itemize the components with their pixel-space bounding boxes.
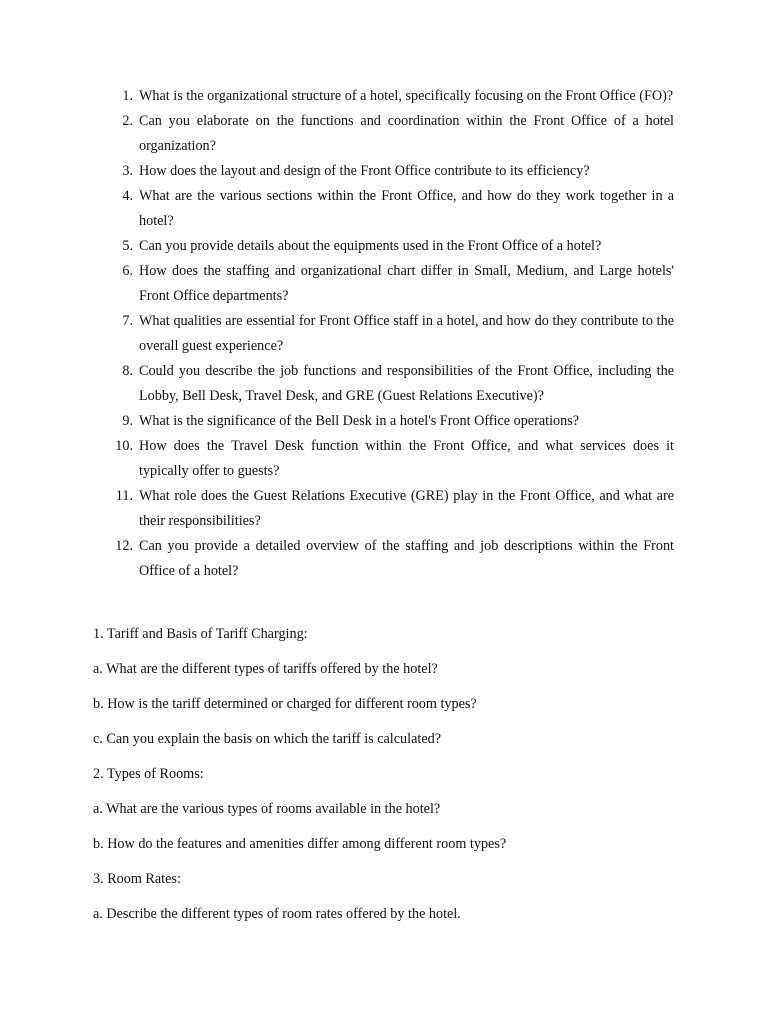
section-heading: 2. Types of Rooms:	[93, 766, 204, 782]
list-item	[108, 259, 674, 309]
list-item	[108, 159, 674, 184]
item-number: 7.	[122, 313, 133, 329]
item-number: 10.	[115, 438, 133, 454]
list-item	[108, 234, 674, 259]
section-question: c. Can you explain the basis on which the tariff is calculated?	[93, 731, 442, 747]
item-text: What qualities are essential for Front Office staff in a hotel, and how do they contribute to the overall guest experience?	[139, 313, 674, 354]
list-item	[108, 84, 674, 109]
item-number: 1.	[122, 88, 133, 104]
list-item	[108, 409, 674, 434]
item-number: 11.	[115, 488, 133, 504]
question-list	[108, 84, 674, 584]
item-text: Can you elaborate on the functions and coordination within the Front Office of a hotel organization?	[139, 113, 674, 154]
item-text: What is the organizational structure of a hotel, specifically focusing on the Front Office (FO)?	[139, 88, 674, 104]
section-heading: 1. Tariff and Basis of Tariff Charging:	[93, 626, 308, 642]
list-item	[108, 109, 674, 159]
item-text: Could you describe the job functions and responsibilities of the Front Office, including the Lobby, Bell Desk, Travel Desk, and GRE (Guest Relations Executive)?	[139, 363, 674, 404]
list-item	[108, 484, 674, 534]
list-item	[108, 184, 674, 234]
item-text: How does the Travel Desk function within the Front Office, and what services does it typically offer to guests?	[139, 438, 674, 479]
item-number: 2.	[122, 113, 133, 129]
item-text: How does the staffing and organizational chart differ in Small, Medium, and Large hotels' Front Office departments?	[139, 263, 674, 304]
item-number: 8.	[122, 363, 133, 379]
item-number: 4.	[122, 188, 133, 204]
item-number: 12.	[115, 538, 133, 554]
list-item	[108, 534, 674, 584]
item-text: How does the layout and design of the Front Office contribute to its efficiency?	[139, 163, 590, 179]
tariff-sections	[93, 622, 693, 937]
item-text: What are the various sections within the Front Office, and how do they work together in a hotel?	[139, 188, 674, 229]
item-number: 5.	[122, 238, 133, 254]
item-number: 9.	[122, 413, 133, 429]
list-item	[108, 309, 674, 359]
item-number: 3.	[122, 163, 133, 179]
item-text: Can you provide a detailed overview of the staffing and job descriptions within the Front Office of a hotel?	[139, 538, 674, 579]
section-question: a. What are the different types of tariffs offered by the hotel?	[93, 661, 438, 677]
item-text: What role does the Guest Relations Executive (GRE) play in the Front Office, and what are their responsibilities?	[139, 488, 674, 529]
section-question: a. Describe the different types of room rates offered by the hotel.	[93, 906, 461, 922]
section-question: a. What are the various types of rooms available in the hotel?	[93, 801, 441, 817]
list-item	[108, 359, 674, 409]
section-heading: 3. Room Rates:	[93, 871, 181, 887]
item-text: What is the significance of the Bell Desk in a hotel's Front Office operations?	[139, 413, 580, 429]
item-number: 6.	[122, 263, 133, 279]
list-item	[108, 434, 674, 484]
section-question: b. How do the features and amenities differ among different room types?	[93, 836, 507, 852]
item-text: Can you provide details about the equipments used in the Front Office of a hotel?	[139, 238, 602, 254]
section-question: b. How is the tariff determined or charged for different room types?	[93, 696, 477, 712]
